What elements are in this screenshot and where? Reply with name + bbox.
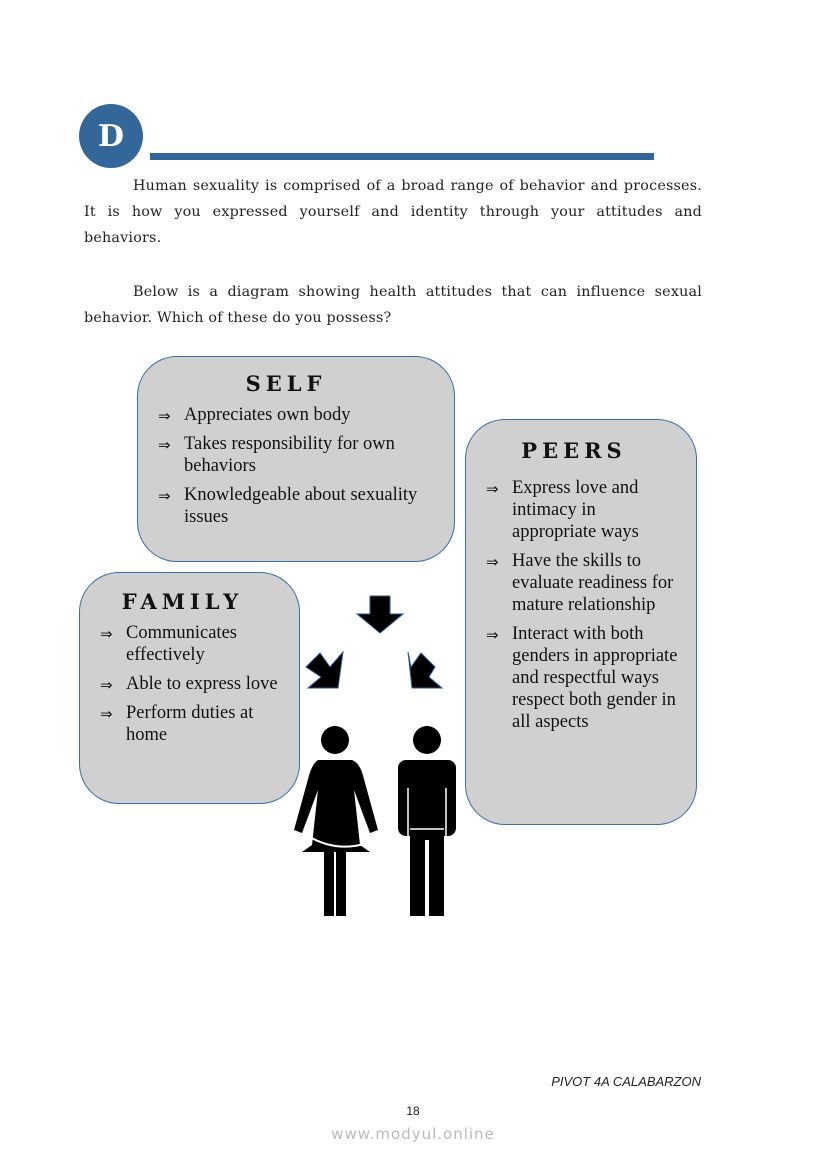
family-box xyxy=(79,572,300,804)
arrow-bullet-icon: ⇒ xyxy=(158,438,171,454)
woman-figure-icon xyxy=(294,726,378,916)
intro-text-2: Below is a diagram showing health attitudes that can influence sexual behavior. Which of these do you possess? xyxy=(84,284,702,326)
item-text: Communicates effectively xyxy=(126,623,237,665)
list-item xyxy=(80,622,285,666)
item-text: Interact with both genders in appropriate and respectful ways respect both gender in all aspects xyxy=(512,624,678,732)
arrow-bullet-icon: ⇒ xyxy=(100,707,113,723)
list-item xyxy=(466,623,682,733)
arrow-down-right-icon xyxy=(306,652,343,688)
intro-paragraph-1 xyxy=(84,173,702,251)
arrow-bullet-icon: ⇒ xyxy=(486,555,499,571)
arrow-bullet-icon: ⇒ xyxy=(100,678,113,694)
list-item xyxy=(138,404,434,426)
item-text: Have the skills to evaluate readiness for mature relationship xyxy=(512,551,674,615)
page-number: 18 xyxy=(406,1104,420,1118)
arrow-bullet-icon: ⇒ xyxy=(486,482,499,498)
peers-box xyxy=(465,419,697,825)
arrow-bullet-icon: ⇒ xyxy=(100,627,113,643)
item-text: Takes responsibility for own behaviors xyxy=(184,434,395,476)
item-text: Knowledgeable about sexuality issues xyxy=(184,485,418,527)
list-item xyxy=(138,433,434,477)
arrow-bullet-icon: ⇒ xyxy=(158,489,171,505)
item-text: Appreciates own body xyxy=(184,405,351,425)
list-item xyxy=(466,477,682,543)
peers-title: PEERS xyxy=(521,438,627,463)
man-figure-icon xyxy=(398,726,456,916)
section-badge: D xyxy=(79,104,143,168)
list-item xyxy=(80,673,285,695)
watermark: www.modyul.online xyxy=(331,1125,495,1143)
intro-text-1: Human sexuality is comprised of a broad range of behavior and processes. It is how you expressed yourself and identity through your attitudes and behaviors. xyxy=(84,178,702,246)
arrow-bullet-icon: ⇒ xyxy=(158,409,171,425)
self-box xyxy=(137,356,455,562)
arrow-down-icon xyxy=(357,596,403,633)
item-text: Perform duties at home xyxy=(126,703,254,745)
list-item xyxy=(80,702,285,746)
people-arrows-graphic xyxy=(290,590,470,920)
section-rule xyxy=(150,153,654,160)
arrow-bullet-icon: ⇒ xyxy=(486,628,499,644)
item-text: Express love and intimacy in appropriate ways xyxy=(512,478,639,542)
intro-paragraph-2 xyxy=(84,279,702,331)
family-title: FAMILY xyxy=(121,589,244,614)
self-title: SELF xyxy=(245,371,327,396)
list-item xyxy=(466,550,682,616)
footer-org: PIVOT 4A CALABARZON xyxy=(551,1074,701,1089)
item-text: Able to express love xyxy=(126,674,278,694)
arrow-down-left-icon xyxy=(408,652,442,688)
list-item xyxy=(138,484,434,528)
